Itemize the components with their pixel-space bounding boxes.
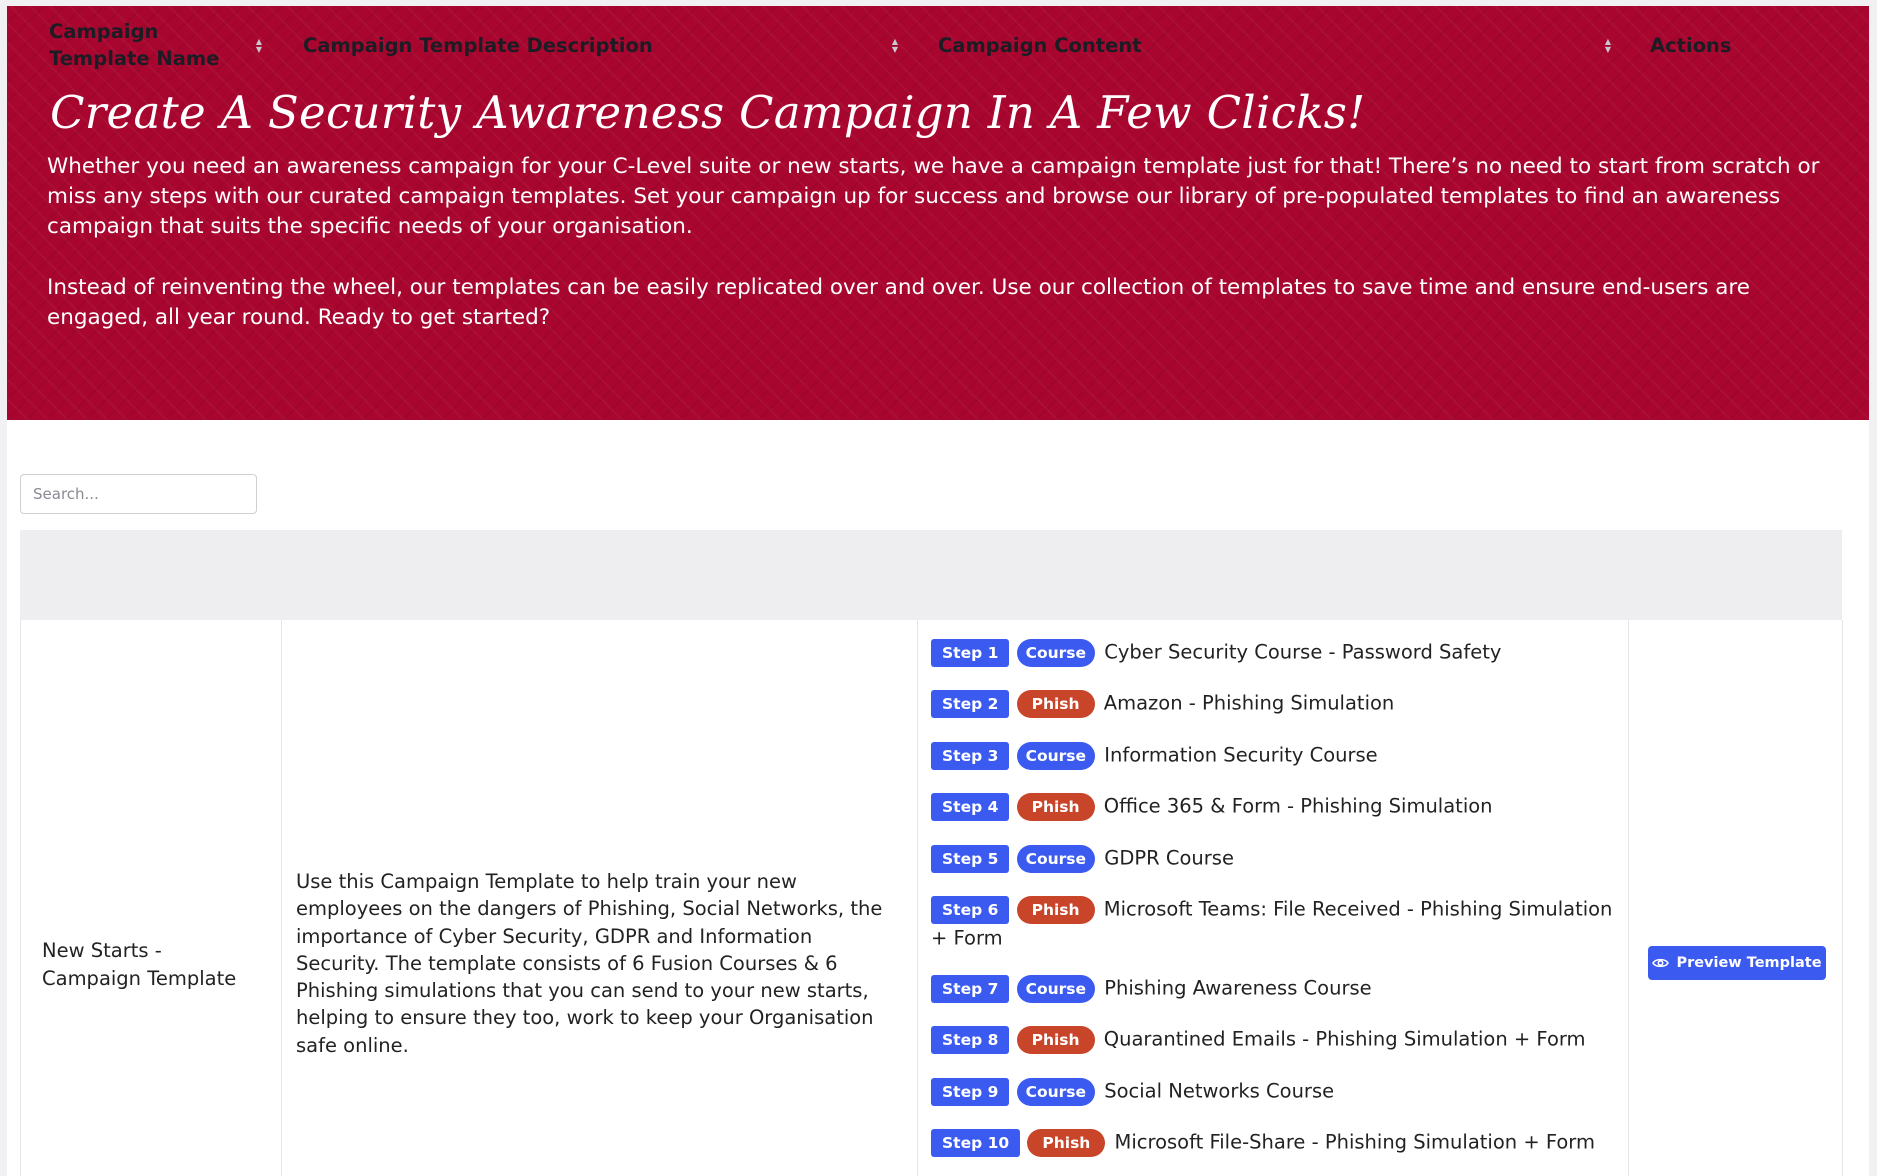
course-badge: Course — [1017, 639, 1095, 667]
column-header-description[interactable] — [303, 0, 883, 90]
column-header-label: Campaign Content — [938, 33, 1142, 57]
campaign-step — [931, 844, 1631, 873]
campaign-step — [931, 741, 1631, 770]
column-divider — [1842, 620, 1843, 1176]
campaign-step — [931, 1025, 1631, 1054]
step-badge: Step 8 — [931, 1026, 1009, 1054]
step-badge: Step 3 — [931, 742, 1009, 770]
step-title: Office 365 & Form - Phishing Simulation — [1103, 794, 1493, 818]
column-header-content[interactable] — [938, 0, 1598, 90]
hero-title: Create A Security Awareness Campaign In A Few Clicks! — [50, 86, 1366, 139]
phish-badge: Phish — [1017, 690, 1095, 718]
column-header-template-name[interactable] — [49, 0, 249, 90]
phish-badge: Phish — [1017, 1026, 1095, 1054]
sort-icon[interactable]: ▲ ▼ — [255, 37, 263, 54]
campaign-step — [931, 1077, 1631, 1106]
column-header-actions — [1650, 0, 1840, 90]
template-name-cell: New Starts - Campaign Template — [42, 939, 237, 990]
course-badge: Course — [1017, 742, 1095, 770]
step-badge: Step 1 — [931, 639, 1009, 667]
column-header-label: Campaign Template Description — [303, 33, 653, 57]
course-badge: Course — [1017, 975, 1095, 1003]
column-divider — [20, 620, 21, 1176]
preview-template-button[interactable] — [1648, 946, 1826, 980]
phish-badge: Phish — [1017, 896, 1095, 924]
sort-icon[interactable]: ▲ ▼ — [891, 37, 899, 54]
step-title: Information Security Course — [1104, 743, 1378, 767]
step-badge: Step 9 — [931, 1078, 1009, 1106]
phish-badge: Phish — [1027, 1129, 1105, 1157]
step-badge: Step 2 — [931, 690, 1009, 718]
campaign-step — [931, 638, 1631, 667]
step-badge: Step 4 — [931, 793, 1009, 821]
step-title: Microsoft Teams: File Received - Phishing Simulation + Form — [931, 897, 1613, 949]
step-title: Cyber Security Course - Password Safety — [1104, 640, 1502, 664]
step-title: Microsoft File-Share - Phishing Simulation + Form — [1114, 1130, 1595, 1154]
step-badge: Step 7 — [931, 975, 1009, 1003]
step-title: Amazon - Phishing Simulation — [1103, 691, 1395, 715]
step-badge: Step 5 — [931, 845, 1009, 873]
campaign-step — [931, 895, 1631, 952]
campaign-step — [931, 1128, 1631, 1157]
campaign-step — [931, 974, 1631, 1003]
search-input[interactable] — [20, 474, 257, 514]
eye-icon — [1652, 957, 1669, 969]
step-title: Phishing Awareness Course — [1104, 976, 1372, 1000]
column-header-label: Campaign Template Name — [49, 20, 220, 70]
column-header-label: Actions — [1650, 33, 1732, 57]
hero-paragraph-2: Instead of reinventing the wheel, our templates can be easily replicated over and over. Use our collection of templates to save time and ensure end-users are engaged, all year round. Ready to get started? — [47, 275, 1751, 330]
preview-template-label: Preview Template — [1676, 955, 1822, 971]
campaign-step — [931, 792, 1631, 821]
step-title: Social Networks Course — [1104, 1079, 1335, 1103]
step-badge: Step 10 — [931, 1129, 1020, 1157]
sort-icon[interactable]: ▲ ▼ — [1604, 37, 1612, 54]
phish-badge: Phish — [1017, 793, 1095, 821]
course-badge: Course — [1017, 1078, 1095, 1106]
column-divider — [281, 620, 282, 1176]
template-description-cell: Use this Campaign Template to help train your new employees on the dangers of Phishing, Social Networks, the importance of Cyber Security, GDPR and Information Security. The template consists of 6 Fusion Courses & 6 Phishing simulations that you can send to your new starts, helping to ensure they too, work to keep your Organisation safe online. — [296, 870, 883, 1057]
course-badge: Course — [1017, 845, 1095, 873]
step-title: Quarantined Emails - Phishing Simulation + Form — [1103, 1027, 1586, 1051]
step-badge: Step 6 — [931, 896, 1009, 924]
step-title: GDPR Course — [1104, 846, 1234, 870]
hero-paragraph-1: Whether you need an awareness campaign for your C-Level suite or new starts, we have a campaign template just for that! There’s no need to start from scratch or miss any steps with our curated campaign templates. Set your campaign up for success and browse our library of pre-populated templates to find an awareness campaign that suits the specific needs of your organisation. — [47, 154, 1820, 239]
table-header — [20, 530, 1842, 620]
campaign-step — [931, 689, 1631, 718]
column-divider — [917, 620, 918, 1176]
